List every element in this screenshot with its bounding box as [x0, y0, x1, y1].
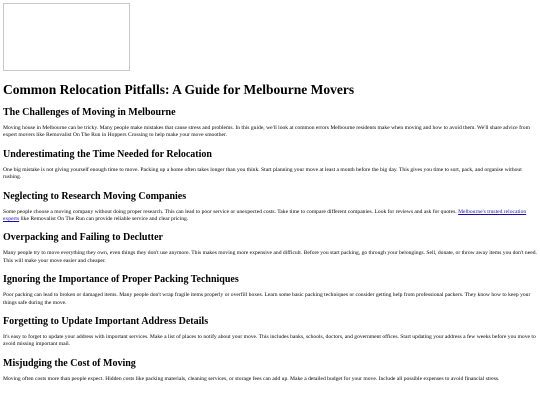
section-text-time: One big mistake is not giving yourself enough time to move. Packing up a home often takes longer than you think. Start planning your move at least a month before the big day. This gives you time to sort, pack, and organise without rushing.	[3, 166, 522, 181]
section-text-challenges: Moving house in Melbourne can be tricky. Many people make mistakes that cause stress and problems. In this guide, we'll look at common errors Melbourne residents make when moving and how to avoid them. We'll share advice from expert movers like Removalist On The Run in Hoppers Crossing to help make your move smoother.	[3, 125, 530, 139]
section-heading-packing: Ignoring the Importance of Proper Packing Techniques	[3, 274, 239, 286]
section-heading-time: Underestimating the Time Needed for Relocation	[3, 148, 212, 160]
section-text-address: It's easy to forget to update your address with important services. Make a list of places to notify about your move. This includes banks, schools, doctors, and government offices. Start updating your address a few weeks before you move to avoid missing important mail.	[3, 334, 536, 348]
research-text-before: Some people choose a moving company without doing proper research. This can lead to poor service or unexpected costs. Take time to compare different companies. Look for reviews and ask for quotes.	[3, 208, 457, 215]
section-heading-declutter: Overpacking and Failing to Declutter	[3, 232, 163, 244]
section-heading-research: Neglecting to Research Moving Companies	[3, 190, 187, 202]
section-text-research	[3, 209, 537, 224]
section-heading-address: Forgetting to Update Important Address Details	[3, 316, 209, 328]
section-text-cost: Moving often costs more than people expect. Hidden costs like packing materials, cleaning services, or storage fees can add up. Make a detailed budget for your move. Include all possible expenses to avoid financial stress.	[3, 375, 500, 382]
section-heading-cost: Misjudging the Cost of Moving	[3, 357, 136, 369]
research-text-after: like Removalist On The Run can provide reliable service and clear pricing.	[20, 216, 189, 223]
section-text-packing: Poor packing can lead to broken or damaged items. Many people don't wrap fragile items properly or overfill boxes. Learn some basic packing techniques or consider getting help from professional packers. They know how to keep your things safe during the move.	[3, 292, 531, 306]
section-heading-challenges: The Challenges of Moving in Melbourne	[3, 107, 176, 118]
relocation-experts-link[interactable]: Melbourne's trusted relocation experts	[3, 208, 527, 223]
article-title: Common Relocation Pitfalls: A Guide for Melbourne Movers	[3, 82, 355, 97]
hero-image-placeholder	[3, 3, 130, 71]
section-text-declutter: Many people try to move everything they own, even things they don't use anymore. This makes moving more expensive and difficult. Before you start packing, go through your belongings. Sell, donate, or throw away items you don't need. This will make your move easier and cheaper.	[3, 250, 537, 264]
